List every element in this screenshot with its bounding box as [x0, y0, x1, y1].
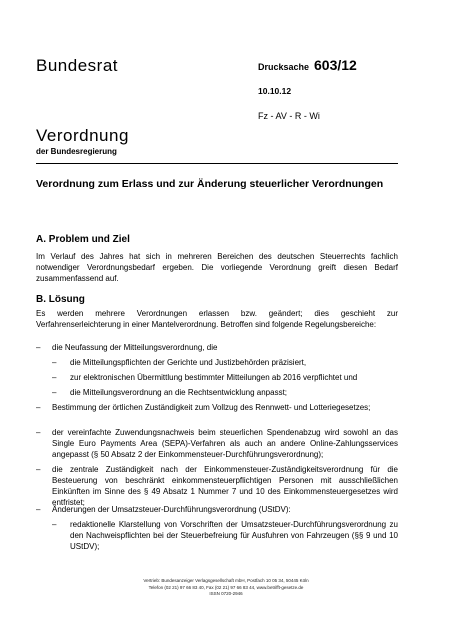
list-item-text: Bestimmung der örtlichen Zuständigkeit zum Vollzug des Rennwett- und Lotteriegesetzes; — [52, 403, 371, 412]
footer-issn: ISSN 0720-2946 — [209, 591, 243, 596]
document-title: Verordnung zum Erlass und zur Änderung steuerlicher Verordnungen — [36, 178, 384, 190]
list-item-text: die Mitteilungsverordnung an die Rechtsentwicklung anpasst; — [70, 388, 288, 397]
drucksache-number: 603/12 — [314, 57, 357, 73]
doc-type-title: Verordnung — [36, 126, 129, 145]
footer-distribution: Vertrieb: Bundesanzeiger Verlagsgesellschaft mbH, Postfach 10 05 34, 50445 Köln — [143, 578, 309, 583]
divider — [36, 163, 398, 164]
list-dash: – — [36, 428, 41, 437]
document-date: 10.10.12 — [258, 86, 292, 96]
footer — [0, 578, 452, 598]
list-dash: – — [36, 465, 41, 474]
list-dash: – — [36, 505, 41, 514]
section-heading-loesung: B. Lösung — [36, 294, 85, 305]
list-dash: – — [36, 343, 41, 352]
org-name: Bundesrat — [36, 56, 118, 75]
section-text-loesung: Es werden mehrere Verordnungen erlassen bzw. geändert; dies geschieht zur Verfahrenserleichterung in einer Mantelverordnung. Betroffen sind folgende Regelungsbereiche: — [36, 309, 398, 329]
list-item-text: die zentrale Zuständigkeit nach der Einkommensteuer-Zuständigkeitsverordnung für die Besteuerung von beschränkt einkommensteuerpflichtigen Personen mit ausschließlichen Einkünften im Sinne des § 49 Absatz 1 Nummer 7 und 10 des Einkommensteuergesetzes wird entfristet; — [52, 465, 398, 507]
list-dash: – — [52, 388, 57, 397]
list-dash: – — [52, 358, 57, 367]
list-item-text: redaktionelle Klarstellung von Vorschriften der Umsatzsteuer-Durchführungsverordnung zu den Nachweispflichten bei der Steuerbefreiung für Ausfuhren von Fahrzeugen (§§ 9 und 10 UStDV); — [70, 520, 398, 551]
list-item-text: die Mitteilungspflichten der Gerichte und Justizbehörden präzisiert, — [70, 358, 307, 367]
list-item-text: der vereinfachte Zuwendungsnachweis beim steuerlichen Spendenabzug wird sowohl an das Single Euro Payments Area (SEPA)-Verfahren als auch an andere Online-Zahlungsservices angepasst (§ 50 Absatz 2 der Einkommensteuer-Durchführungsverordnung); — [52, 428, 398, 459]
list-item-text: Änderungen der Umsatzsteuer-Durchführungsverordnung (UStDV): — [52, 505, 291, 514]
drucksache-label: Drucksache — [258, 62, 310, 72]
committees: Fz - AV - R - Wi — [258, 111, 320, 121]
list-dash: – — [52, 520, 57, 529]
section-heading-problem: A. Problem und Ziel — [36, 234, 130, 245]
footer-contact: Telefon (02 21) 97 66 83 40, Fax (02 21) 97 66 83 44, www.betrifft-gesetze.de — [148, 584, 304, 590]
doc-type-subtitle: der Bundesregierung — [36, 147, 117, 156]
section-text-problem: Im Verlauf des Jahres hat sich in mehreren Bereichen des deutschen Steuerrechts fachlich notwendiger Verordnungsbedarf ergeben. Die vorliegende Verordnung greift diesen Bedarf zusammenfassend auf. — [36, 252, 398, 283]
list-item-text: zur elektronischen Übermittlung bestimmter Mitteilungen ab 2016 verpflichtet und — [70, 373, 358, 382]
list-dash: – — [36, 403, 41, 412]
list-item-text: die Neufassung der Mitteilungsverordnung, die — [52, 343, 218, 352]
list-dash: – — [52, 373, 57, 382]
